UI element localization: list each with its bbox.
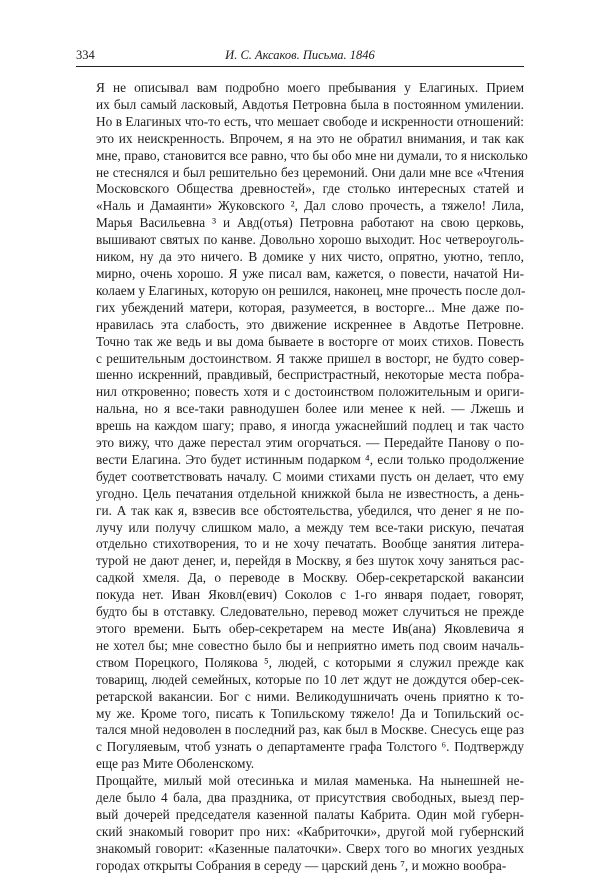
text-line: это вижу, что даже перестал этим огорчаться. — Передайте Панову о по- (96, 435, 524, 451)
text-line: вести Елагина. Это будет истинным подарком ⁴, если только продолжение (96, 451, 524, 467)
paragraph-1 (76, 80, 528, 773)
text-line: не хотел бы; мне совестно было бы и неприятно иметь под своим началь- (96, 637, 524, 653)
text-line: гих убеждений матери, которая, разумеется, в восторге... Мне даже по- (96, 299, 524, 315)
text-line: будет соответствовать началу. С моими стихами пусть он делает, что ему (96, 468, 524, 484)
text-line: шенно искренний, правдивый, беспристрастный, некоторые места побра- (96, 367, 524, 383)
text-line: с Погуляевым, чтоб узнать о департаменте графа Толстого ⁶. Подтвержду (96, 739, 524, 755)
text-line: Марья Васильевна ³ и Авд(отья) Петровна работают на свою церковь, (96, 215, 524, 231)
letter-body (76, 80, 528, 875)
text-line: с решительным достоинством. Я также пришел в восторг, не будто совер- (96, 350, 524, 366)
page-number: 334 (76, 48, 95, 62)
text-line: колаем у Елагиных, которую он решился, наконец, мне прочесть после дол- (96, 282, 526, 298)
text-line: деле было 4 бала, два праздника, от присутствия свободных, выезд пер- (96, 790, 524, 806)
text-line: врешь на каждом шагу; право, я иногда ужаснейший подлец и так часто (96, 418, 524, 434)
text-line: этого времени. Быть обер-секретарем на месте Ив(ана) Яковлевича я (96, 621, 524, 636)
text-line: нил откровенно; повесть хотя и с достоинством положительным и ориги- (96, 384, 524, 400)
text-line: Московского Общества древностей», где столько интересных статей и (96, 181, 524, 197)
text-line: угодно. Цель печатания отдельной книжкой была не известность, а день- (96, 485, 524, 501)
text-line: ретарской вакансии. Бог с ними. Великодушничать очень приятно к то- (96, 688, 524, 704)
text-line: Точно так же ведь и вы дома бываете в восторге от моих стихов. Повесть (96, 333, 524, 349)
text-line: садкой хмеля. Да, о переводе в Москву. Обер-секретарской вакансии (96, 570, 524, 586)
text-line: отдельно стихотворения, то и не хочу печатать. Вообще занятия литера- (96, 536, 524, 552)
text-line: знакомый говорит: «Казенные палаточки». Сверх того во многих уездных (96, 840, 524, 856)
text-line: вышивают святых по канве. Довольно хорошо выходит. Нос четвероуголь- (96, 232, 524, 248)
text-line: нальна, но я все-таки равнодушен более или менее к ней. — Лжешь и (96, 401, 524, 417)
text-line: мне, право, становится все равно, что бы обо мне ни думали, то я нисколько (96, 147, 528, 163)
text-line: вый дочерей председателя казенной палаты Кабрита. Один мой губерн- (96, 806, 524, 822)
text-line: Прощайте, милый мой отесинька и милая маменька. На нынешней не- (96, 773, 524, 789)
running-title: И. С. Аксаков. Письма. 1846 (225, 48, 375, 62)
text-line: городах открыты Собрания в середу — царский день ⁷, и можно вообра- (96, 857, 507, 873)
text-line: ством Порецкого, Полякова ⁵, людей, с которыми я служил прежде как (96, 654, 524, 670)
text-line: лучу или получу слишком мало, а между тем все-таки рискую, печатая (96, 519, 524, 535)
text-line: ником, ну да это ничего. В домике у них чисто, опрятно, уютно, тепло, (96, 249, 524, 265)
text-line: покуда нет. Иван Яковл(евич) Соколов с 1-го января подает, говорят, (96, 587, 524, 603)
page-header (76, 46, 524, 67)
text-line: не стеснялся и был решительно без церемоний. Они дали мне все «Чтения (96, 164, 524, 180)
text-line: их был самый ласковый, Авдотья Петровна была в постоянном умилении. (96, 96, 524, 112)
text-line: Но в Елагиных что-то есть, что мешает свободе и искренности отношений: (96, 113, 524, 129)
text-line: мирно, очень хорошо. Я уже писал вам, кажется, о повести, начатой Ни- (96, 265, 524, 281)
text-line: му же. Кроме того, писать к Топильскому тяжело! Да и Топильский ос- (96, 705, 524, 721)
text-line: еще раз Мите Оболенскому. (96, 756, 255, 772)
text-line: нравилась эта слабость, это движение искреннее в Авдотье Петровне. (96, 316, 524, 332)
text-line: ский знакомый говорит про них: «Кабриточки», другой мой губернский (96, 823, 524, 839)
text-line: товарищ, людей семейных, которые по 10 лет ждут не дождутся обер-сек- (96, 671, 524, 687)
text-line: будто бы в отставку. Следовательно, перевод может случиться не прежде (96, 604, 524, 620)
text-line: «Наль и Дамаянти» Жуковского ², Дал слово прочесть, а тяжело! Лила, (96, 198, 524, 214)
text-line: турой не дают денег, и, перейдя в Москву, я без шуток хочу заняться рас- (96, 553, 524, 569)
paragraph-2 (76, 773, 524, 874)
text-line: Я не описывал вам подробно моего пребывания у Елагиных. Прием (96, 80, 524, 95)
text-line: тался мной недоволен в последний раз, как был в Москве. Снесусь еще раз (96, 722, 524, 738)
text-line: это их неискренность. Впрочем, я на это не обратил внимания, и так как (96, 130, 524, 146)
text-line: ги. А так как я, взвесив все обстоятельства, убедился, что денег я не по- (96, 502, 524, 518)
